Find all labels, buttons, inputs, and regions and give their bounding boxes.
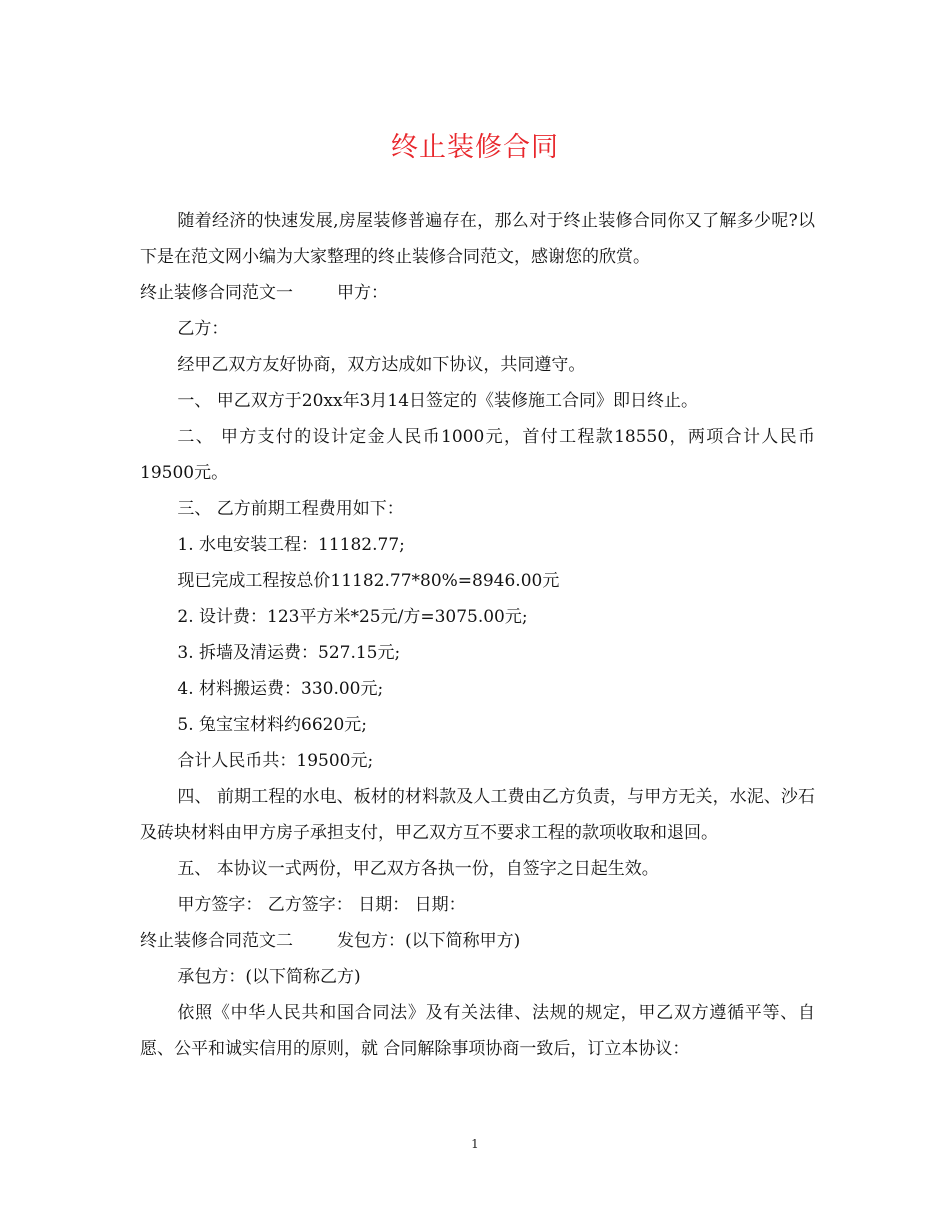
cost-item-2: 2. 设计费：123平方米*25元/方=3075.00元; — [177, 607, 528, 627]
intro-paragraph: 随着经济的快速发展,房屋装修普遍存在，那么对于终止装修合同你又了解多少呢?以下是在范文网小编为大家整理的终止装修合同范文，感谢您的欣赏。 — [140, 211, 815, 267]
signature-line: 甲方签字： 乙方签字： 日期： 日期： — [177, 895, 466, 915]
sample1-heading: 终止装修合同范文一 — [140, 283, 293, 303]
sample2-heading-line — [140, 923, 815, 959]
cost-item-4: 4. 材料搬运费：330.00元; — [177, 679, 384, 699]
cost-item-1-detail: 现已完成工程按总价11182.77*80%=8946.00元 — [177, 571, 560, 591]
party-a-label: 甲方： — [337, 283, 388, 303]
page-number: 1 — [471, 1137, 479, 1151]
party-b-label: 乙方： — [177, 319, 229, 339]
clause-3: 三、 乙方前期工程费用如下： — [177, 499, 404, 519]
clause-5: 五、 本协议一式两份，甲乙双方各执一份，自签字之日起生效。 — [177, 859, 659, 879]
cost-item-5: 5. 兔宝宝材料约6620元; — [177, 715, 368, 735]
clause-4: 四、 前期工程的水电、板材的材料款及人工费由乙方负责，与甲方无关，水泥、沙石及砖块材料由甲方房子承担支付，甲乙双方互不要求工程的款项收取和退回。 — [140, 787, 815, 843]
clause-1: 一、 甲乙双方于20xx年3月14日签定的《装修施工合同》即日终止。 — [177, 391, 699, 411]
document-body — [140, 203, 815, 1067]
sample2-heading: 终止装修合同范文二 — [140, 931, 293, 951]
cost-item-3: 3. 拆墙及清运费：527.15元; — [177, 643, 401, 663]
cost-item-1: 1. 水电安装工程：11182.77; — [177, 535, 405, 555]
contractor-label: 承包方：(以下简称乙方) — [177, 967, 361, 987]
clause-2: 二、 甲方支付的设计定金人民币1000元，首付工程款18550，两项合计人民币19500元。 — [140, 427, 815, 483]
legal-basis-paragraph: 依照《中华人民共和国合同法》及有关法律、法规的规定，甲乙双方遵循平等、自愿、公平和诚实信用的原则，就 合同解除事项协商一致后，订立本协议： — [140, 1003, 815, 1059]
sample1-heading-line — [140, 275, 815, 311]
employer-label: 发包方：(以下简称甲方) — [337, 931, 521, 951]
agreement-paragraph: 经甲乙双方友好协商，双方达成如下协议，共同遵守。 — [177, 355, 586, 375]
cost-total: 合计人民币共：19500元; — [177, 751, 374, 771]
document-title: 终止装修合同 — [391, 132, 559, 163]
